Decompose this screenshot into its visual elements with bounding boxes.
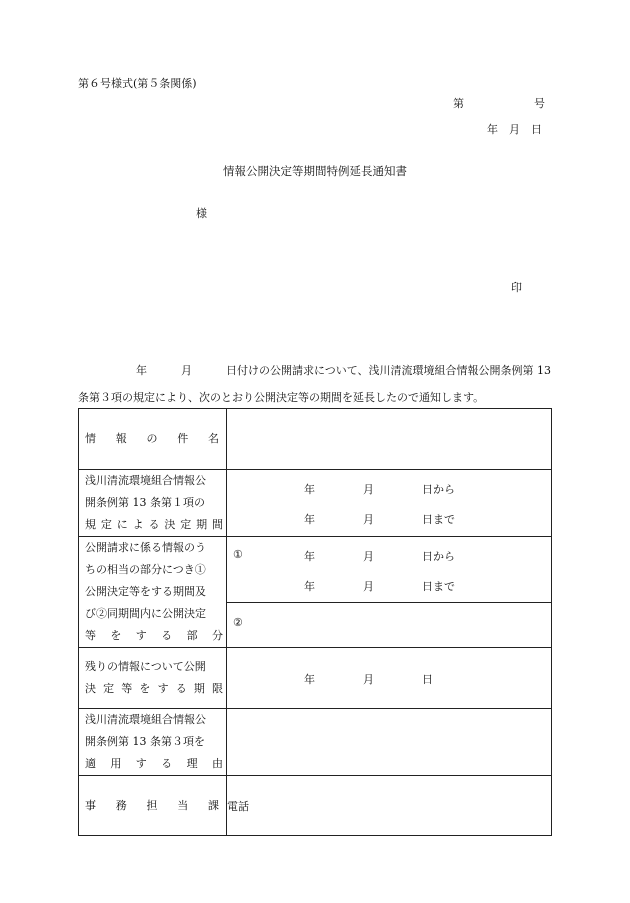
doc-no-prefix: 第	[453, 97, 464, 110]
article-reason-field[interactable]	[227, 709, 552, 776]
seal-mark: 印	[511, 281, 522, 294]
office-in-charge-field[interactable]	[227, 776, 552, 836]
date-from-line: ① 年 月 日から	[233, 547, 455, 563]
document-number-line	[453, 95, 545, 111]
body-year: 年	[136, 364, 147, 377]
date-from-line: 年 月 日から	[304, 483, 455, 496]
table-row	[79, 537, 552, 603]
table-row	[79, 470, 552, 537]
partial-portion-field[interactable]	[227, 603, 552, 648]
remaining-deadline-label: 残りの情報について公開 決 定 等 を す る 期 限	[79, 648, 227, 709]
table-row	[79, 709, 552, 776]
issue-date: 年 月 日	[487, 123, 542, 136]
body-line1-rest: 日付けの公開請求について、浅川清流環境組合情報公開条例第 13	[226, 364, 552, 377]
info-name-label	[79, 409, 227, 470]
justified-label: 等 を す る 部 分	[85, 629, 223, 642]
addressee-suffix: 様	[196, 207, 207, 220]
justified-label: 適 用 す る 理 由	[85, 757, 223, 770]
justified-label: 事 務 担 当 課	[85, 798, 219, 812]
justified-label: 情 報 の 件 名	[85, 432, 219, 445]
date-until-line: 年 月 日まで	[304, 513, 455, 526]
decision-period-label: 浅川清流環境組合情報公 開条例第 13 条第１項の 規 定 に よ る 決 定 期 間	[79, 470, 227, 537]
circle-two: ②	[233, 616, 243, 630]
document-title: 情報公開決定等期間特例延長通知書	[223, 164, 407, 178]
justified-label: 規 定 に よ る 決 定 期 間	[85, 518, 223, 531]
form-number: 第６号様式(第５条関係)	[78, 77, 197, 90]
body-line-1	[136, 362, 551, 378]
doc-no-suffix: 号	[534, 97, 545, 110]
info-name-field[interactable]	[227, 409, 552, 470]
partial-period-field[interactable]	[227, 537, 552, 603]
body-month: 月	[181, 364, 192, 377]
justified-label: 決 定 等 を す る 期 限	[85, 682, 223, 695]
partial-disclosure-label: 公開請求に係る情報のう ちの相当の部分につき① 公開決定等をする期間及 び②同期間内に公開決定 等 を す る 部 分	[79, 537, 227, 648]
phone-label: 電話	[227, 799, 249, 813]
table-row	[79, 648, 552, 709]
remaining-deadline-field[interactable]: 年 月 日	[227, 648, 552, 709]
date-until-line: 年 月 日まで	[304, 579, 455, 593]
notice-table	[78, 408, 552, 836]
decision-period-field[interactable]	[227, 470, 552, 537]
circle-one: ①	[233, 547, 243, 561]
body-line-2: 条第３項の規定により、次のとおり公開決定等の期間を延長したので通知します。	[78, 391, 485, 404]
office-in-charge-label	[79, 776, 227, 836]
table-row	[79, 409, 552, 470]
table-row	[79, 776, 552, 836]
article-reason-label: 浅川清流環境組合情報公 開条例第 13 条第３項を 適 用 す る 理 由	[79, 709, 227, 776]
